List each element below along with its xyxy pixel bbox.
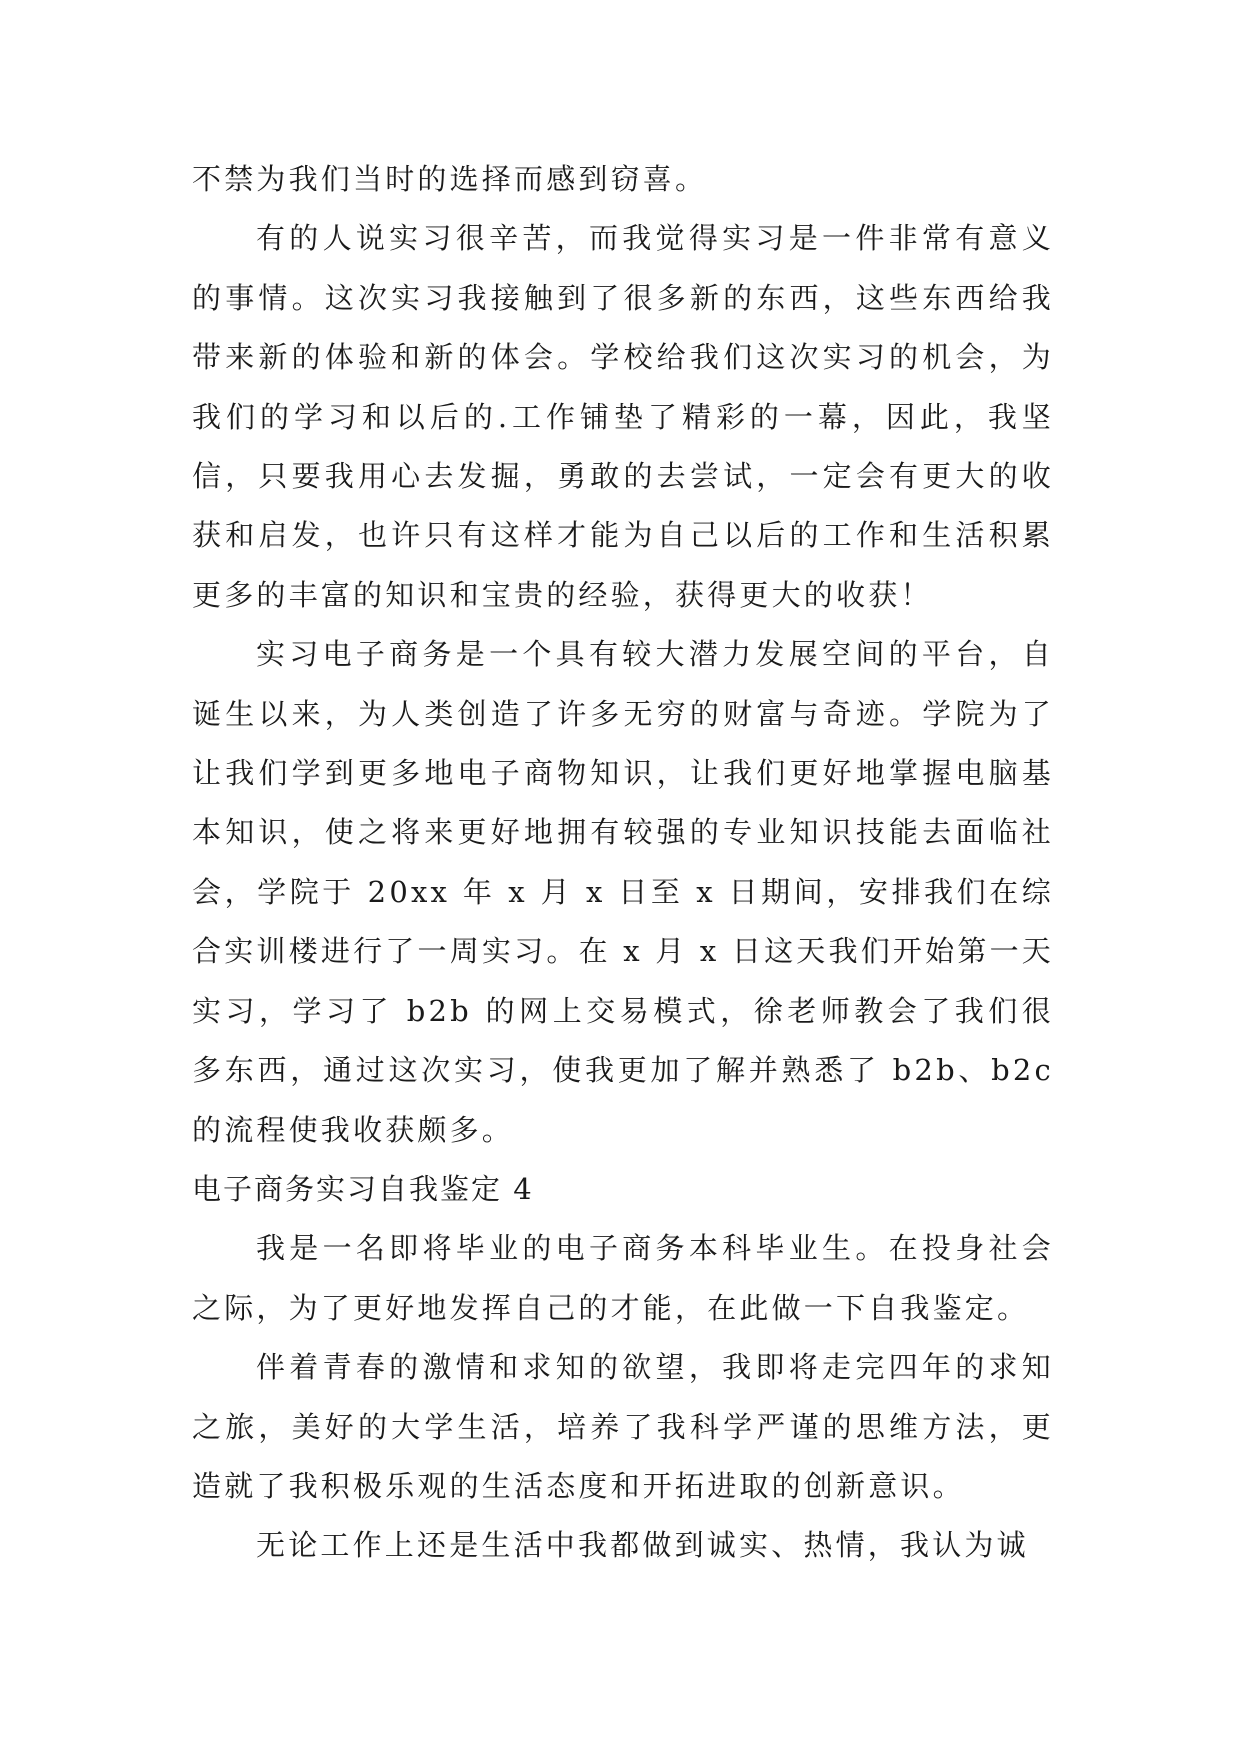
section-heading: 电子商务实习自我鉴定 4 xyxy=(192,1171,534,1206)
paragraph-university-life: 伴着青春的激情和求知的欲望，我即将走完四年的求知之旅，美好的大学生活，培养了我科学严谨的思维方法，更造就了我积极乐观的生活态度和开拓进取的创新意识。 xyxy=(192,1350,1054,1503)
paragraph-honesty: 无论工作上还是生活中我都做到诚实、热情，我认为诚 xyxy=(256,1528,1029,1563)
document-page xyxy=(192,150,1054,1576)
paragraph-internship-meaning: 有的人说实习很辛苦，而我觉得实习是一件非常有意义的事情。这次实习我接触到了很多新的东西，这些东西给我带来新的体验和新的体会。学校给我们这次实习的机会，为我们的学习和以后的.工作铺垫了精彩的一幕，因此，我坚信，只要我用心去发掘，勇敢的去尝试，一定会有更大的收获和启发，也许只有这样才能为自己以后的工作和生活积累更多的丰富的知识和宝贵的经验，获得更大的收获！ xyxy=(192,221,1054,612)
paragraph-self-introduction: 我是一名即将毕业的电子商务本科毕业生。在投身社会之际，为了更好地发挥自己的才能，在此做一下自我鉴定。 xyxy=(192,1231,1054,1325)
paragraph-continuation: 不禁为我们当时的选择而感到窃喜。 xyxy=(192,162,708,196)
paragraph-ecommerce-internship: 实习电子商务是一个具有较大潜力发展空间的平台，自诞生以来，为人类创造了许多无穷的财富与奇迹。学院为了让我们学到更多地电子商物知识，让我们更好地掌握电脑基本知识，使之将来更好地拥有较强的专业知识技能去面临社会，学院于 20xx 年 x 月 x 日至 x 日期间，安排我们在综合实训楼进行了一周实习。在 x 月 x 日这天我们开始第一天实习，学习了 b2b 的网上交易模式，徐老师教会了我们很多东西，通过这次实习，使我更加了解并熟悉了 b2b、b2c 的流程使我收获颇多。 xyxy=(192,637,1054,1147)
